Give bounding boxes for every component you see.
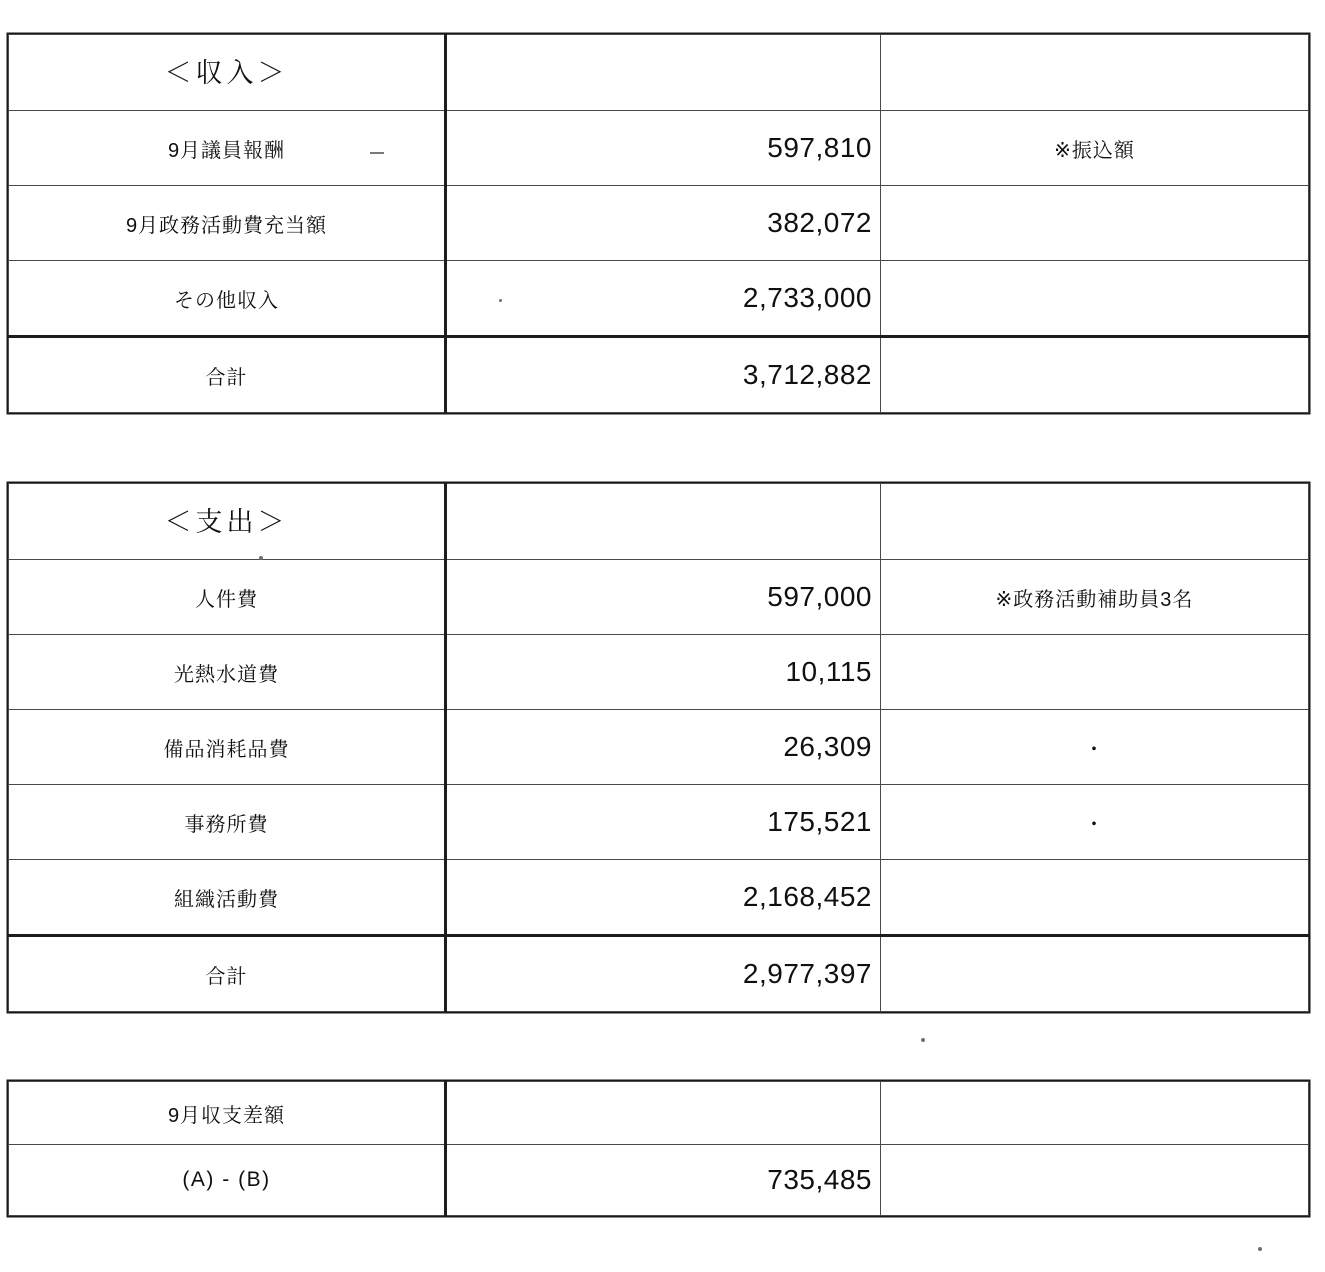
balance-header-label-cell xyxy=(9,1082,446,1145)
table-row xyxy=(9,1082,1309,1145)
table-row xyxy=(9,337,1309,413)
income-row-1-label-cell xyxy=(9,186,446,261)
expense-total-label-cell xyxy=(9,936,446,1012)
table-row xyxy=(9,261,1309,337)
income-total-amount-cell xyxy=(446,337,881,413)
expense-total-amount: 2,977,397 xyxy=(742,958,872,989)
expense-total-amount-cell xyxy=(446,936,881,1012)
balance-value-note-cell xyxy=(881,1145,1309,1216)
table-row xyxy=(9,785,1309,860)
income-section-title-cell xyxy=(9,35,446,111)
expense-section-title-cell xyxy=(9,484,446,560)
balance-header-amount-cell xyxy=(446,1082,881,1145)
expense-section-title: ＜支出＞ xyxy=(164,507,289,537)
expense-total-label: 合計 xyxy=(205,965,248,988)
balance-value-amount: 735,485 xyxy=(767,1164,872,1195)
expense-row-2-amount: 26,309 xyxy=(783,731,872,762)
income-table xyxy=(8,34,1309,413)
expense-row-4-label: 組織活動費 xyxy=(174,888,279,911)
income-row-1-note-cell xyxy=(881,186,1309,261)
income-row-0-note-cell xyxy=(881,111,1309,186)
income-row-0-label-cell xyxy=(9,111,446,186)
income-row-2-amount-cell xyxy=(446,261,881,337)
table-row xyxy=(9,35,1309,111)
expense-row-2-label: 備品消耗品費 xyxy=(163,738,290,761)
balance-header-note-cell xyxy=(881,1082,1309,1145)
expense-row-1-amount: 10,115 xyxy=(785,656,872,687)
income-total-amount: 3,712,882 xyxy=(742,359,872,390)
table-row xyxy=(9,111,1309,186)
income-row-0-label: 9月議員報酬 xyxy=(167,139,286,162)
expense-header-note-cell xyxy=(881,484,1309,560)
expense-row-4-note-cell xyxy=(881,860,1309,936)
income-row-2-label-cell xyxy=(9,261,446,337)
expense-total-note-cell xyxy=(881,936,1309,1012)
income-row-1-amount: 382,072 xyxy=(767,207,872,238)
expense-row-3-label: 事務所費 xyxy=(184,813,269,836)
balance-value-amount-cell xyxy=(446,1145,881,1216)
expense-row-1-label-cell xyxy=(9,635,446,710)
scan-artifact-speck xyxy=(259,556,263,560)
expense-row-4-label-cell xyxy=(9,860,446,936)
expense-row-0-amount-cell xyxy=(446,560,881,635)
expense-row-1-note-cell xyxy=(881,635,1309,710)
expense-row-0-note-cell xyxy=(881,560,1309,635)
income-total-label-cell xyxy=(9,337,446,413)
balance-value-label: (A) - (B) xyxy=(182,1168,271,1191)
table-row xyxy=(9,936,1309,1012)
expense-row-4-amount: 2,168,452 xyxy=(742,881,872,912)
income-row-1-amount-cell xyxy=(446,186,881,261)
expense-table xyxy=(8,483,1309,1012)
expense-row-0-note: ※政務活動補助員3名 xyxy=(995,588,1194,611)
table-row xyxy=(9,710,1309,785)
table-row xyxy=(9,560,1309,635)
expense-row-1-label: 光熱水道費 xyxy=(174,663,279,686)
table-row xyxy=(9,1145,1309,1216)
expense-row-4-amount-cell xyxy=(446,860,881,936)
expense-row-0-label-cell xyxy=(9,560,446,635)
income-row-1-label: 9月政務活動費充当額 xyxy=(125,214,328,237)
table-row xyxy=(9,484,1309,560)
balance-value-label-cell xyxy=(9,1145,446,1216)
income-row-0-amount: 597,810 xyxy=(767,132,872,163)
expense-row-2-label-cell xyxy=(9,710,446,785)
expense-row-2-note-cell xyxy=(881,710,1309,785)
expense-row-3-amount: 175,521 xyxy=(767,806,872,837)
expense-row-2-amount-cell xyxy=(446,710,881,785)
scan-artifact-speck xyxy=(921,1038,925,1042)
scan-artifact-dash xyxy=(370,152,384,154)
table-row xyxy=(9,186,1309,261)
expense-row-1-amount-cell xyxy=(446,635,881,710)
expense-row-3-note: ・ xyxy=(1084,813,1105,836)
income-total-label: 合計 xyxy=(205,366,248,389)
table-row xyxy=(9,635,1309,710)
income-row-0-note: ※振込額 xyxy=(1054,139,1135,162)
expense-row-2-note: ・ xyxy=(1084,738,1105,761)
income-row-0-amount-cell xyxy=(446,111,881,186)
scan-artifact-speck xyxy=(499,299,502,302)
balance-header-label: 9月収支差額 xyxy=(167,1104,286,1127)
income-total-note-cell xyxy=(881,337,1309,413)
expense-row-3-label-cell xyxy=(9,785,446,860)
expense-row-3-amount-cell xyxy=(446,785,881,860)
table-row xyxy=(9,860,1309,936)
income-row-2-amount: 2,733,000 xyxy=(742,282,872,313)
income-row-2-label: その他収入 xyxy=(174,289,279,312)
expense-header-amount-cell xyxy=(446,484,881,560)
income-section-title: ＜収入＞ xyxy=(164,58,289,88)
income-header-amount-cell xyxy=(446,35,881,111)
expense-row-0-label: 人件費 xyxy=(195,588,258,611)
expense-row-0-amount: 597,000 xyxy=(767,581,872,612)
income-header-note-cell xyxy=(881,35,1309,111)
income-row-2-note-cell xyxy=(881,261,1309,337)
expense-row-3-note-cell xyxy=(881,785,1309,860)
balance-table xyxy=(8,1081,1309,1216)
scan-artifact-speck xyxy=(1258,1247,1262,1251)
